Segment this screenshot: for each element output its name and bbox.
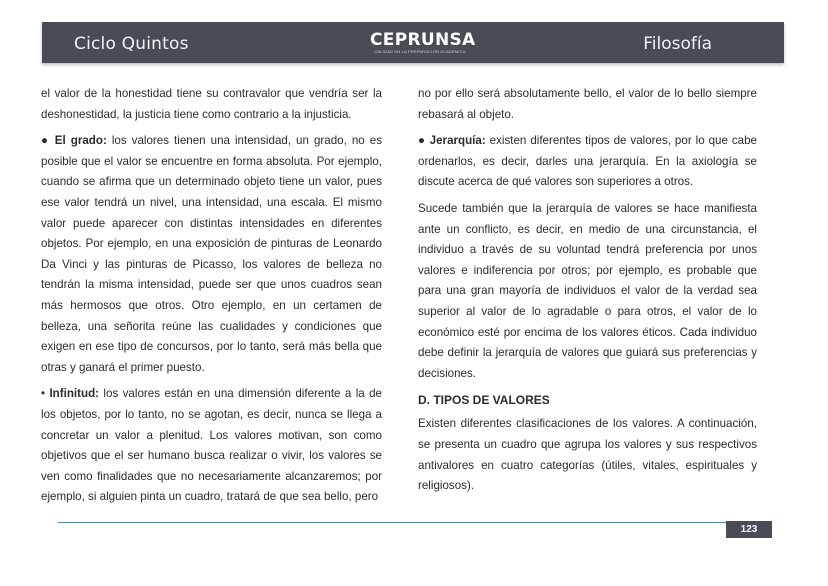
paragraph-infinitud	[41, 384, 382, 508]
paragraph-grado	[41, 131, 382, 378]
left-column	[41, 84, 382, 514]
bullet: ●	[418, 134, 430, 148]
page-number: 123	[726, 521, 772, 538]
paragraph-text: existen diferentes tipos de valores, por lo que cabe ordenarlos, es decir, darles una jerarquía. En la axiología se discute acerca de qué valores son superiores a otros.	[418, 134, 757, 189]
section-heading: D. TIPOS DE VALORES	[418, 393, 550, 408]
paragraph: Existen diferentes clasificaciones de los valores. A continuación, se presenta un cuadro que agrupa los valores y sus respectivos antivalores en cuatro categorías (útiles, vitales, espirituales y religiosos).	[418, 417, 757, 493]
course-title: Ciclo Quintos	[74, 34, 189, 54]
paragraph-text: los valores están en una dimensión diferente a la de los objetos, por lo tanto, no se agotan, es decir, nunca se llega a concretar un valor a plenitud. Los valores motivan, son como objetivos que el ser humano busca realizar o vivir, los valores se ven como finalidades que no necesariamente alcanzaremos; por ejemplo, si alguien pinta un cuadro, tratará de que sea bello, pero	[41, 387, 383, 504]
paragraph: no por ello será absolutamente bello, el valor de lo bello siempre rebasará al objeto.	[418, 87, 757, 121]
term-infinitud: Infinitud:	[49, 387, 100, 401]
right-column	[418, 84, 757, 503]
page-header	[42, 22, 784, 63]
paragraph-jerarquia	[418, 131, 757, 193]
logo-name: CEPRUNSA	[370, 30, 476, 50]
term-grado: El grado:	[54, 134, 107, 148]
subject-title: Filosofía	[643, 34, 712, 54]
term-jerarquia: Jerarquía:	[429, 134, 486, 148]
bullet: •	[41, 387, 50, 401]
bullet: ●	[41, 134, 55, 148]
paragraph: el valor de la honestidad tiene su contravalor que vendría ser la deshonestidad, la justicia tiene como contrario a la injusticia.	[41, 87, 382, 121]
ceprunsa-logo	[370, 30, 476, 54]
footer-divider	[58, 522, 726, 523]
logo-tagline: CALIDAD EN LA PREPARACIÓN ACADÉMICA	[374, 49, 466, 54]
paragraph-text: los valores tienen una intensidad, un grado, no es posible que el valor se encuentre en forma absoluta. Por ejemplo, cuando se afirma que un determinado objeto tiene un valor, pues ese valor tendrá un nivel, una intensidad, una escala. El mismo valor puede aparecer con distintas intensidades en diferentes objetos. Por ejemplo, en una exposición de pinturas de Leonardo Da Vinci y las pinturas de Picasso, los valores de belleza no tendrán la misma intensidad, puede ser que unos cuadros sean más hermosos que otros. Otro ejemplo, en un certamen de belleza, una señorita reúne las cualidades y condiciones que exigen en ese tipo de concursos, por lo tanto, será más bella que otras y ganará el primer puesto.	[41, 134, 382, 374]
paragraph: Sucede también que la jerarquía de valores se hace manifiesta ante un conflicto, es decir, en medio de una circunstancia, el individuo a través de su voluntad tendrá preferencia por unos valores e indiferencia por otros; por ejemplo, es probable que para una gran mayoría de individuos el valor de la verdad sea superior al valor de lo agradable o para otros, el valor de lo económico esté por encima de los valores éticos. Cada individuo debe definir la jerarquía de valores que guiará sus preferencias y decisiones.	[418, 201, 757, 380]
